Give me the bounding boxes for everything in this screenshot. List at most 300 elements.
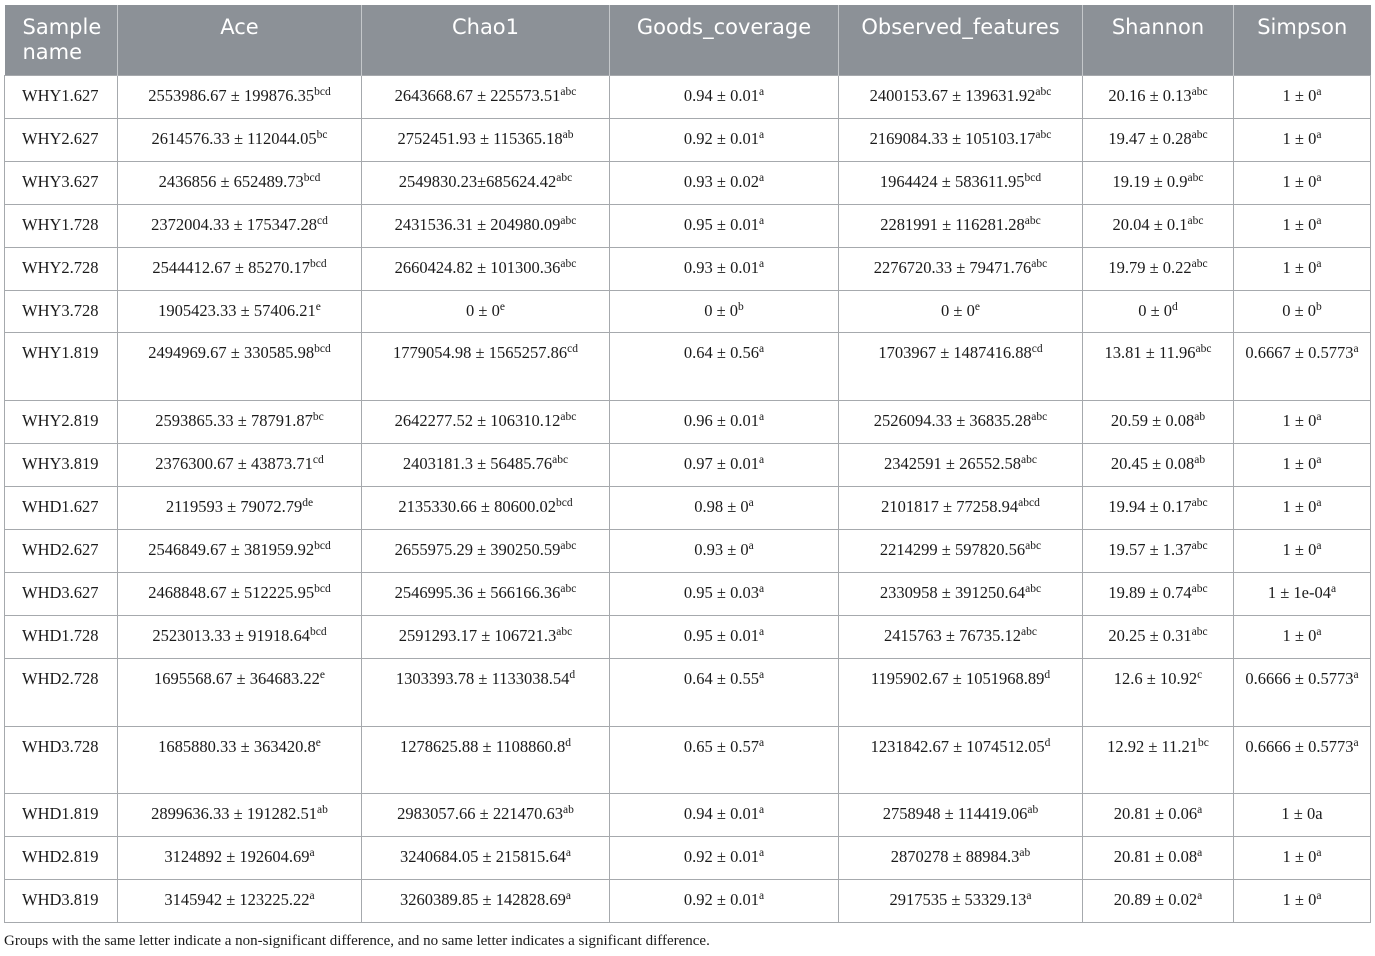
significance-letters: a (758, 215, 765, 227)
column-header-label: Chao1 (451, 15, 520, 39)
cell-value: 1 ± 0 (1282, 454, 1317, 473)
observed-features-cell (839, 444, 1083, 487)
cell-value: 1 ± 0 (1282, 540, 1317, 559)
significance-letters: ab (1019, 847, 1031, 859)
cell-value: 12.6 ± 10.92 (1113, 669, 1198, 688)
significance-letters: bcd (1024, 172, 1042, 184)
table-row (5, 727, 1371, 794)
column-header-label: Observed_features (861, 15, 1060, 39)
cell-value: 13.81 ± 11.96 (1104, 343, 1196, 362)
cell-value: 0.92 ± 0.01 (683, 890, 759, 909)
chao1-cell (362, 659, 610, 727)
chao1-cell (362, 880, 610, 923)
significance-letters: cd (316, 215, 328, 227)
cell-value: 0 ± 0 (1138, 301, 1173, 320)
cell-value: 2917535 ± 53329.13 (889, 890, 1027, 909)
cell-value: 1278625.88 ± 1108860.8 (400, 737, 566, 756)
cell-value: 2614576.33 ± 112044.05 (151, 129, 317, 148)
significance-letters: ab (316, 804, 328, 816)
table-row (5, 248, 1371, 291)
cell-value: 2870278 ± 88984.3 (890, 847, 1020, 866)
significance-letters: d (569, 669, 576, 681)
sample-name-cell: WHD3.627 (5, 573, 118, 616)
cell-value: 2403181.3 ± 56485.76 (402, 454, 553, 473)
observed-features-cell (839, 401, 1083, 444)
cell-value: 0 ± 0 (941, 301, 975, 320)
ace-cell (118, 162, 362, 205)
cell-value: 2119593 ± 79072.79 (165, 497, 303, 516)
chao1-cell (362, 119, 610, 162)
significance-letters: a (748, 540, 754, 552)
significance-letters: abc (1191, 540, 1208, 552)
significance-letters: d (565, 737, 571, 749)
cell-value: 2549830.23±685624.42 (398, 172, 557, 191)
sample-name-cell: WHD3.819 (5, 880, 118, 923)
sample-name-cell: WHY2.627 (5, 119, 118, 162)
cell-value: 0.93 ± 0.01 (683, 258, 759, 277)
observed-features-cell (839, 727, 1083, 794)
simpson-cell (1234, 616, 1371, 659)
table-footnote: Groups with the same letter indicate a non-significant difference, and no same letter indicates a significant difference. (4, 933, 710, 949)
cell-value: 2415763 ± 76735.12 (884, 626, 1021, 645)
significance-letters: a (758, 454, 765, 466)
significance-letters: bc (316, 129, 328, 141)
cell-value: 0.64 ± 0.55 (683, 669, 759, 688)
observed-features-cell (839, 794, 1083, 837)
significance-letters: abc (1187, 172, 1204, 184)
table-container (4, 5, 1370, 923)
significance-letters: bcd (314, 343, 331, 355)
chao1-cell (362, 162, 610, 205)
sample-name-cell: WHD1.728 (5, 616, 118, 659)
table-row (5, 401, 1371, 444)
alpha-diversity-table (4, 5, 1371, 923)
significance-letters: abc (1187, 215, 1204, 227)
goods-coverage-cell (610, 794, 839, 837)
cell-value: 1 ± 0 (1282, 129, 1317, 148)
shannon-cell (1083, 119, 1234, 162)
significance-letters: a (1026, 890, 1032, 902)
significance-letters: ab (1027, 804, 1039, 816)
sample-name-cell: WHD1.819 (5, 794, 118, 837)
significance-letters: bc (312, 411, 324, 423)
observed-features-cell (839, 573, 1083, 616)
chao1-cell (362, 401, 610, 444)
cell-value: 2983057.66 ± 221470.63 (397, 804, 563, 823)
shannon-cell (1083, 573, 1234, 616)
significance-letters: abc (1025, 540, 1042, 552)
goods-coverage-cell (610, 291, 839, 333)
goods-coverage-cell (610, 573, 839, 616)
cell-value: 2376300.67 ± 43873.71 (155, 454, 313, 473)
cell-value: 0.93 ± 0 (694, 540, 749, 559)
column-header-label: Simpson (1257, 15, 1348, 39)
table-row (5, 333, 1371, 401)
goods-coverage-cell (610, 76, 839, 119)
cell-value: 0.96 ± 0.01 (683, 411, 759, 430)
simpson-cell (1234, 444, 1371, 487)
significance-letters: e (319, 669, 325, 681)
ace-cell (118, 248, 362, 291)
significance-letters: a (758, 890, 765, 902)
significance-letters: bcd (555, 497, 573, 509)
cell-value: 20.81 ± 0.06 (1113, 804, 1198, 823)
observed-features-cell (839, 205, 1083, 248)
column-header-chao1 (362, 5, 610, 76)
observed-features-cell (839, 248, 1083, 291)
cell-value: 1 ± 1e-04 (1267, 583, 1331, 602)
table-row (5, 76, 1371, 119)
sample-name-cell: WHY1.819 (5, 333, 118, 401)
cell-value: 1 ± 0 (1282, 890, 1317, 909)
significance-letters: d (1172, 301, 1178, 313)
simpson-cell (1234, 727, 1371, 794)
significance-letters: abc (1191, 258, 1208, 270)
ace-cell (118, 76, 362, 119)
shannon-cell (1083, 401, 1234, 444)
table-row (5, 659, 1371, 727)
significance-letters: cd (567, 343, 578, 355)
simpson-cell (1234, 291, 1371, 333)
cell-value: 1 ± 0 (1282, 258, 1317, 277)
significance-letters: a (1316, 890, 1322, 902)
cell-value: 2135330.66 ± 80600.02 (398, 497, 556, 516)
simpson-cell (1234, 573, 1371, 616)
shannon-cell (1083, 248, 1234, 291)
significance-letters: a (1353, 343, 1359, 355)
significance-letters: a (1331, 583, 1337, 595)
ace-cell (118, 573, 362, 616)
significance-letters: a (758, 583, 765, 595)
sample-name-cell: WHY2.728 (5, 248, 118, 291)
cell-value: 2169084.33 ± 105103.17 (869, 129, 1036, 148)
cell-value: 0.6667 ± 0.5773 (1245, 343, 1354, 362)
significance-letters: bc (1198, 737, 1209, 749)
significance-letters: a (758, 804, 765, 816)
goods-coverage-cell (610, 248, 839, 291)
cell-value: 2591293.17 ± 106721.3 (398, 626, 557, 645)
cell-value: 2101817 ± 77258.94 (881, 497, 1019, 516)
shannon-cell (1083, 727, 1234, 794)
table-row (5, 837, 1371, 880)
cell-value: 0.95 ± 0.01 (683, 626, 759, 645)
significance-letters: a (1353, 669, 1359, 681)
significance-letters: a (1316, 540, 1322, 552)
cell-value: 20.81 ± 0.08 (1113, 847, 1198, 866)
shannon-cell (1083, 530, 1234, 573)
cell-value: 20.04 ± 0.1 (1112, 215, 1188, 234)
chao1-cell (362, 248, 610, 291)
significance-letters: a (748, 497, 754, 509)
goods-coverage-cell (610, 530, 839, 573)
sample-name-cell: WHD2.728 (5, 659, 118, 727)
goods-coverage-cell (610, 205, 839, 248)
ace-cell (118, 205, 362, 248)
significance-letters: d (1044, 737, 1051, 749)
significance-letters: c (1197, 669, 1203, 681)
cell-value: 1 ± 0 (1282, 847, 1317, 866)
shannon-cell (1083, 659, 1234, 727)
significance-letters: abc (1025, 583, 1042, 595)
sample-name-cell: WHD1.627 (5, 487, 118, 530)
cell-value: 2214299 ± 597820.56 (879, 540, 1026, 559)
simpson-cell (1234, 333, 1371, 401)
significance-letters: ab (562, 804, 574, 816)
cell-value: 1 ± 0 (1282, 411, 1317, 430)
table-row (5, 880, 1371, 923)
cell-value: 1 ± 0 (1282, 626, 1317, 645)
simpson-cell (1234, 162, 1371, 205)
goods-coverage-cell (610, 333, 839, 401)
cell-value: 2526094.33 ± 36835.28 (873, 411, 1032, 430)
sample-name-cell: WHY2.819 (5, 401, 118, 444)
observed-features-cell (839, 162, 1083, 205)
ace-cell (118, 794, 362, 837)
significance-letters: bcd (309, 626, 327, 638)
goods-coverage-cell (610, 616, 839, 659)
shannon-cell (1083, 444, 1234, 487)
cell-value: 2593865.33 ± 78791.87 (155, 411, 313, 430)
cell-value: 12.92 ± 11.21 (1107, 737, 1199, 756)
cell-value: 19.94 ± 0.17 (1108, 497, 1192, 516)
chao1-cell (362, 487, 610, 530)
chao1-cell (362, 616, 610, 659)
goods-coverage-cell (610, 401, 839, 444)
cell-value: 2523013.33 ± 91918.64 (152, 626, 310, 645)
ace-cell (118, 487, 362, 530)
chao1-cell (362, 333, 610, 401)
shannon-cell (1083, 487, 1234, 530)
observed-features-cell (839, 487, 1083, 530)
simpson-cell (1234, 401, 1371, 444)
cell-value: 2276720.33 ± 79471.76 (873, 258, 1032, 277)
simpson-cell (1234, 119, 1371, 162)
observed-features-cell (839, 333, 1083, 401)
significance-letters: abc (1191, 86, 1208, 98)
table-body (5, 76, 1371, 923)
goods-coverage-cell (610, 659, 839, 727)
ace-cell (118, 837, 362, 880)
table-row (5, 291, 1371, 333)
significance-letters: a (1353, 737, 1359, 749)
cell-value: 3124892 ± 192604.69 (164, 847, 310, 866)
cell-value: 2330958 ± 391250.64 (879, 583, 1026, 602)
significance-letters: bcd (303, 172, 321, 184)
significance-letters: a (1316, 172, 1322, 184)
significance-letters: abc (1191, 129, 1208, 141)
cell-value: 0.64 ± 0.56 (683, 343, 759, 362)
sample-name-cell: WHY1.728 (5, 205, 118, 248)
table-row (5, 205, 1371, 248)
significance-letters: abc (1020, 454, 1037, 466)
shannon-cell (1083, 205, 1234, 248)
column-header-label: Sample name (22, 15, 102, 64)
cell-value: 0 ± 0 (466, 301, 500, 320)
cell-value: 19.19 ± 0.9 (1112, 172, 1188, 191)
cell-value: 2372004.33 ± 175347.28 (151, 215, 317, 234)
cell-value: 0.95 ± 0.03 (683, 583, 759, 602)
cell-value: 0.92 ± 0.01 (683, 847, 759, 866)
chao1-cell (362, 573, 610, 616)
cell-value: 1685880.33 ± 363420.8 (158, 737, 316, 756)
cell-value: 2546849.67 ± 381959.92 (148, 540, 315, 559)
chao1-cell (362, 837, 610, 880)
column-header-label: Goods_coverage (636, 15, 812, 39)
cell-value: 0.94 ± 0.01 (683, 804, 759, 823)
chao1-cell (362, 794, 610, 837)
significance-letters: abc (556, 172, 573, 184)
significance-letters: a (1316, 454, 1322, 466)
observed-features-cell (839, 76, 1083, 119)
significance-letters: a (565, 847, 571, 859)
chao1-cell (362, 76, 610, 119)
cell-value: 2431536.31 ± 204980.09 (394, 215, 561, 234)
ace-cell (118, 616, 362, 659)
shannon-cell (1083, 333, 1234, 401)
significance-letters: abc (560, 86, 577, 98)
cell-value: 0.65 ± 0.57 (683, 737, 759, 756)
goods-coverage-cell (610, 727, 839, 794)
significance-letters: abc (1024, 215, 1041, 227)
shannon-cell (1083, 616, 1234, 659)
significance-letters: a (1316, 86, 1322, 98)
cell-value: 20.25 ± 0.31 (1108, 626, 1192, 645)
ace-cell (118, 880, 362, 923)
cell-value: 19.57 ± 1.37 (1108, 540, 1192, 559)
cell-value: 1 ± 0 (1282, 86, 1317, 105)
cell-value: 20.45 ± 0.08 (1110, 454, 1195, 473)
significance-letters: abc (1195, 343, 1212, 355)
column-header-goods-coverage (610, 5, 839, 76)
cell-value: 2758948 ± 114419.06 (882, 804, 1028, 823)
simpson-cell (1234, 659, 1371, 727)
shannon-cell (1083, 162, 1234, 205)
significance-letters: d (1044, 669, 1051, 681)
cell-value: 1 ± 0a (1281, 804, 1323, 823)
simpson-cell (1234, 76, 1371, 119)
column-header-sample-name (5, 5, 118, 76)
significance-letters: abc (560, 411, 577, 423)
chao1-cell (362, 205, 610, 248)
significance-letters: a (565, 890, 571, 902)
cell-value: 3260389.85 ± 142828.69 (400, 890, 566, 909)
table-header (5, 5, 1371, 76)
significance-letters: a (758, 847, 765, 859)
significance-letters: abc (1031, 411, 1048, 423)
significance-letters: bcd (314, 583, 331, 595)
significance-letters: a (1316, 626, 1322, 638)
sample-name-cell: WHD2.819 (5, 837, 118, 880)
simpson-cell (1234, 205, 1371, 248)
ace-cell (118, 530, 362, 573)
goods-coverage-cell (610, 837, 839, 880)
cell-value: 1905423.33 ± 57406.21 (158, 301, 316, 320)
column-header-ace (118, 5, 362, 76)
ace-cell (118, 333, 362, 401)
significance-letters: ab (562, 129, 574, 141)
cell-value: 2436856 ± 652489.73 (158, 172, 304, 191)
significance-letters: cd (1031, 343, 1043, 355)
significance-letters: a (1316, 215, 1322, 227)
significance-letters: ab (1194, 454, 1206, 466)
shannon-cell (1083, 880, 1234, 923)
chao1-cell (362, 727, 610, 794)
shannon-cell (1083, 837, 1234, 880)
significance-letters: a (309, 890, 315, 902)
table-row (5, 444, 1371, 487)
significance-letters: a (758, 258, 765, 270)
significance-letters: b (738, 301, 744, 313)
observed-features-cell (839, 880, 1083, 923)
header-row (5, 5, 1371, 76)
chao1-cell (362, 530, 610, 573)
table-row (5, 119, 1371, 162)
sample-name-cell: WHY1.627 (5, 76, 118, 119)
observed-features-cell (839, 616, 1083, 659)
simpson-cell (1234, 530, 1371, 573)
simpson-cell (1234, 837, 1371, 880)
cell-value: 1695568.67 ± 364683.22 (154, 669, 320, 688)
ace-cell (118, 659, 362, 727)
cell-value: 2544412.67 ± 85270.17 (152, 258, 310, 277)
cell-value: 2400153.67 ± 139631.92 (869, 86, 1036, 105)
cell-value: 0.97 ± 0.01 (683, 454, 759, 473)
significance-letters: cd (312, 454, 324, 466)
cell-value: 2553986.67 ± 199876.35 (148, 86, 315, 105)
cell-value: 1964424 ± 583611.95 (879, 172, 1025, 191)
shannon-cell (1083, 76, 1234, 119)
goods-coverage-cell (610, 119, 839, 162)
cell-value: 19.89 ± 0.74 (1108, 583, 1192, 602)
cell-value: 3145942 ± 123225.22 (164, 890, 310, 909)
sample-name-cell: WHY3.819 (5, 444, 118, 487)
goods-coverage-cell (610, 487, 839, 530)
significance-letters: abc (1191, 626, 1208, 638)
goods-coverage-cell (610, 880, 839, 923)
significance-letters: abc (1031, 258, 1048, 270)
cell-value: 2899636.33 ± 191282.51 (151, 804, 317, 823)
significance-letters: a (1316, 129, 1322, 141)
cell-value: 0.94 ± 0.01 (683, 86, 759, 105)
significance-letters: bcd (314, 86, 331, 98)
cell-value: 2642277.52 ± 106310.12 (394, 411, 561, 430)
table-row (5, 794, 1371, 837)
significance-letters: a (1316, 847, 1322, 859)
sample-name-cell: WHY3.728 (5, 291, 118, 333)
simpson-cell (1234, 248, 1371, 291)
cell-value: 20.89 ± 0.02 (1113, 890, 1198, 909)
significance-letters: a (1316, 497, 1322, 509)
sample-name-cell: WHD3.728 (5, 727, 118, 794)
cell-value: 0.6666 ± 0.5773 (1245, 669, 1354, 688)
significance-letters: bcd (314, 540, 331, 552)
cell-value: 19.47 ± 0.28 (1108, 129, 1192, 148)
significance-letters: a (309, 847, 315, 859)
simpson-cell (1234, 880, 1371, 923)
observed-features-cell (839, 530, 1083, 573)
significance-letters: e (315, 301, 321, 313)
cell-value: 2752451.93 ± 115365.18 (397, 129, 563, 148)
column-header-observed-features (839, 5, 1083, 76)
significance-letters: bcd (309, 258, 327, 270)
cell-value: 3240684.05 ± 215815.64 (400, 847, 566, 866)
significance-letters: abc (1191, 583, 1208, 595)
cell-value: 1195902.67 ± 1051968.89 (870, 669, 1045, 688)
column-header-label: Ace (220, 15, 259, 39)
significance-letters: abc (560, 258, 577, 270)
cell-value: 0.93 ± 0.02 (683, 172, 759, 191)
observed-features-cell (839, 659, 1083, 727)
